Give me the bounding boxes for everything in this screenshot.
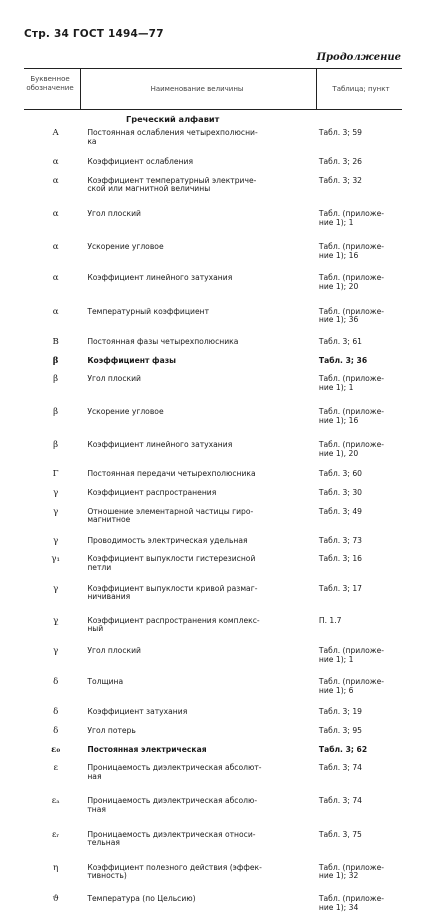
row-ref: Табл. (приложе- ние 1); 34 [318,893,384,912]
row-name: Толщина [87,677,124,687]
row-symbol: ε₀ [51,744,61,755]
row-name: Коэффициент линейного затухания [87,273,233,283]
row-symbol: δ [53,707,59,718]
row-name: Постоянная фазы четырехполюсника [87,336,239,346]
table-row [24,129,402,146]
table-row [24,537,402,546]
row-ref: Табл. 3; 19 [318,707,363,717]
table-row [24,489,402,498]
row-ref: Табл. 3; 30 [318,488,363,498]
table-row [24,274,402,291]
row-ref: Табл. 3; 49 [318,506,363,516]
table-row [24,375,402,392]
section-title: Греческий алфавит [126,114,220,124]
row-symbol: β [53,440,59,451]
row-ref: П. 1.7 [318,615,342,625]
table-row [24,708,402,717]
row-name: Проводимость электрическая удельная [87,535,248,545]
row-ref: Табл. 3; 17 [318,583,363,593]
row-symbol: η [53,862,59,873]
row-ref: Табл. (приложе- ние 1); 20 [318,273,384,291]
row-name: Коэффициент распространения комплекс- ный [87,615,260,634]
page-header: Стр. 34 ГОСТ 1494—77 [24,28,164,40]
column-divider [316,69,317,109]
row-name: Коэффициент распространения [87,488,217,498]
table-row [24,831,402,848]
row-symbol: Γ [52,469,59,480]
row-ref: Табл. 3; 59 [318,128,363,137]
column-header-symbol: Буквенное обозначение [26,75,74,92]
row-name: Постоянная электрическая [87,744,207,754]
row-name: Постоянная передачи четырехполюсника [87,469,256,479]
table-body [24,129,402,912]
row-ref: Табл. 3; 73 [318,535,363,545]
table-row [24,357,402,366]
table-row [24,797,402,814]
row-name: Коэффициент фазы [87,356,176,366]
table-row [24,727,402,736]
continuation-label: Продолжение [316,52,401,63]
table-row [24,441,402,458]
row-ref: Табл. (приложе- ние 1); 1 [318,208,384,227]
row-name: Коэффициент выпуклости гистерезисной петли [87,554,256,573]
row-ref: Табл. (приложе- ние 1); 36 [318,306,384,325]
row-ref: Табл. (приложе- ние 1); 6 [318,677,384,695]
row-name: Ускорение угловое [87,407,164,417]
row-symbol: ϑ [52,893,59,904]
row-name: Отношение элементарной частицы гиро- магнитное [87,506,254,525]
table-row [24,470,402,479]
table-row [24,585,402,602]
table-row [24,210,402,227]
row-symbol: εₐ [51,796,60,807]
row-ref: Табл. 3; 26 [318,157,363,167]
row-symbol: γ [53,535,59,546]
row-symbol: β [53,373,59,384]
row-name: Угол плоский [87,373,141,383]
row-name: Коэффициент ослабления [87,157,194,167]
row-symbol: α [52,157,59,168]
column-divider [80,69,81,109]
table-row [24,177,402,194]
symbols-table [24,68,402,912]
row-name: Угол плоский [87,208,141,218]
row-name: Коэффициент полезного действия (эффек- тивность) [87,862,262,881]
row-symbol: α [52,306,59,317]
row-name: Угол плоский [87,646,141,655]
row-ref: Табл. 3; 60 [318,469,363,479]
table-row [24,555,402,572]
row-symbol: γ₁ [51,554,60,565]
row-ref: Табл. 3; 95 [318,725,363,735]
row-name: Угол потерь [87,725,136,735]
table-row [24,895,402,912]
table-row [24,617,402,634]
row-symbol: α [52,208,59,219]
row-name: Коэффициент температурный электриче- ской или магнитной величины [87,175,257,194]
table-row [24,508,402,525]
row-ref: Табл. 3, 75 [318,829,362,839]
row-symbol: γ [53,646,59,656]
row-ref: Табл. 3; 16 [318,554,363,564]
row-symbol: δ [53,677,59,688]
row-name: Температурный коэффициент [87,306,210,316]
row-ref: Табл. (приложе- ние 1); 1 [318,373,384,392]
row-symbol: α [52,175,59,186]
row-ref: Табл. 3; 61 [318,336,363,346]
row-name: Ускорение угловое [87,242,164,252]
row-ref: Табл. 3; 74 [318,763,363,773]
row-symbol: γ [53,583,59,594]
row-symbol: γ [53,488,59,499]
table-row [24,764,402,781]
column-header-ref: Таблица; пункт [332,85,390,93]
table-row [24,338,402,347]
row-symbol: γ [53,506,59,517]
row-ref: Табл. (приложе- ние 1); 16 [318,242,384,260]
row-symbol: δ [53,725,59,736]
row-name: Проницаемость диэлектрическая абсолю- тная [87,796,258,814]
row-ref: Табл. 3; 36 [318,356,368,366]
table-row [24,746,402,755]
table-row [24,864,402,881]
row-ref: Табл. 3; 74 [318,796,363,806]
row-ref: Табл. (приложе- ние 1); 32 [318,862,384,881]
table-row [24,408,402,425]
column-header-name: Наименование величины [150,85,244,93]
table-row [24,678,402,695]
row-name: Коэффициент линейного затухания [87,440,233,450]
row-name: Коэффициент затухания [87,707,188,717]
row-symbol: εᵣ [51,829,60,840]
row-ref: Табл. 3; 32 [318,175,363,185]
row-name: Температура (по Цельсию) [87,893,196,903]
row-symbol: α [52,273,59,284]
table-row [24,158,402,167]
table-row [24,647,402,664]
table-header [24,68,402,110]
row-name: Постоянная ослабления четырехполюсни- ка [87,128,258,146]
row-ref: Табл. 3; 62 [318,744,368,754]
row-symbol: A [52,128,59,138]
row-symbol: α [52,242,59,253]
row-ref: Табл. (приложе- ние 1); 1 [318,646,384,664]
row-symbol: γ̲ [53,615,59,626]
row-ref: Табл. (приложе- ние 1), 20 [318,440,384,458]
row-name: Коэффициент выпуклости кривой размаг- ничивания [87,583,258,602]
row-ref: Табл. (приложе- ние 1); 16 [318,407,384,425]
row-symbol: β [53,407,59,418]
row-name: Проницаемость диэлектрическая абсолют- ная [87,763,262,781]
row-name: Проницаемость диэлектрическая относи- тельная [87,829,256,848]
table-row [24,308,402,325]
row-symbol: ε [53,763,58,774]
table-row [24,243,402,260]
row-symbol: β [52,356,59,367]
row-symbol: B [52,336,59,347]
